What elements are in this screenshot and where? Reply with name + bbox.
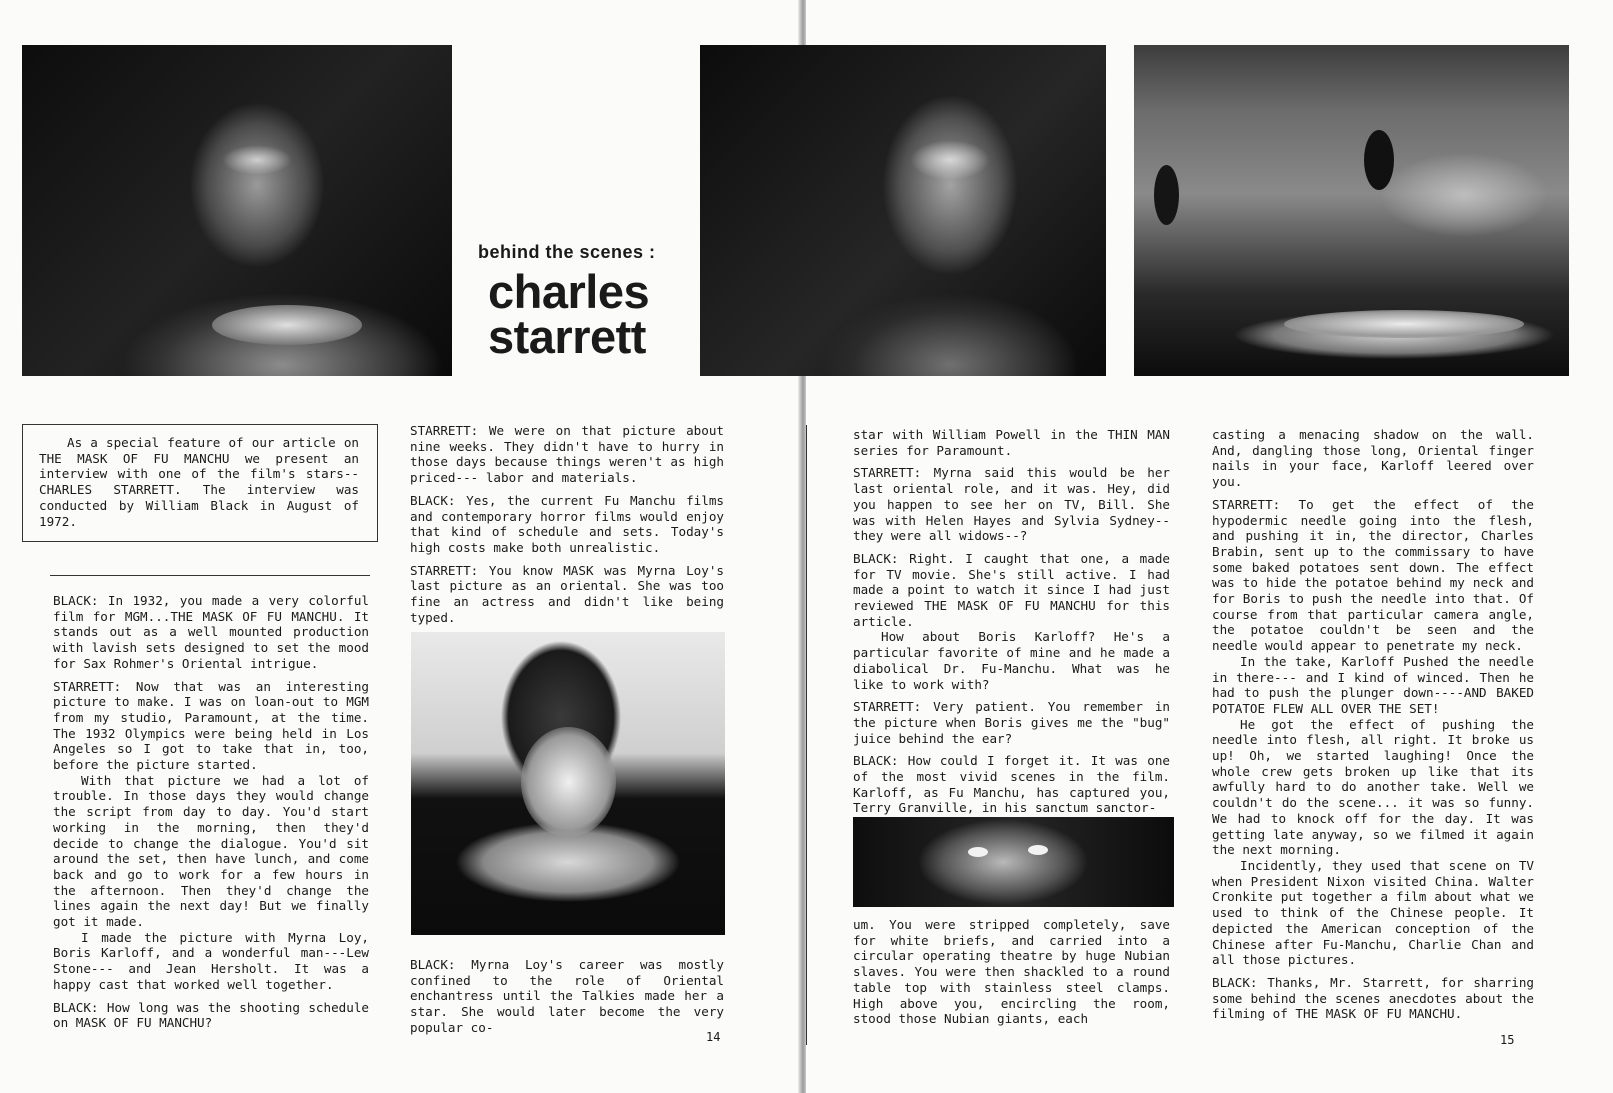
column-rule [50,575,370,576]
paragraph: Incidently, they used that scene on TV when President Nixon visited China. Walter Cronkite put together a film about what we used to think of the Chinese people. It depicted the American conception of the Chinese after Fu-Manchu, Charlie Chan and all those pictures. [1212,857,1534,968]
paragraph: With that picture we had a lot of trouble. In those days they would change the script from day to day. You'd start working in the morning, then they'd decide to change the dialogue. You'd sit around the set, then have lunch, and come back and go to work for a few hours in the afternoon. Then they'd change the lines again the next day! But we finally got it made. [53,772,369,930]
left-page [0,0,800,1093]
column-2-bottom [410,957,724,1043]
column-divider [806,425,807,1045]
paragraph: BLACK: Right. I caught that one, a made for TV movie. She's still active. I had made a point to watch it since I had just reviewed THE MASK OF FU MANCHU for this article. [853,550,1170,629]
paragraph: BLACK: Thanks, Mr. Starrett, for sharring some behind the scenes anecdotes about the filming of THE MASK OF FU MANCHU. [1212,974,1534,1022]
paragraph: He got the effect of pushing the needle into flesh, all right. It broke us up! Oh, we started laughing! Once the whole crew gets broken up like that its awfully hard to do another take. Well we couldn't do the scene... it was so funny. We had to knock off for the day. It was getting late anyway, so we filmed it again the next morning. [1212,716,1534,858]
paragraph: star with William Powell in the THIN MAN series for Paramount. [853,427,1170,458]
paragraph: STARRETT: Now that was an interesting picture to make. I was on loan-out to MGM from my studio, Paramount, at the time. The 1932 Olympics were being held in Los Angeles so I got to take that in, too, before the picture started. [53,678,369,773]
right-page [806,0,1613,1093]
paragraph: BLACK: Myrna Loy's career was mostly confined to the role of Oriental enchantress until the Talkies made her a star. She would later become the very popular co- [410,957,724,1035]
photo-starrett-left [22,45,452,376]
paragraph: STARRETT: You know MASK was Myrna Loy's last picture as an oriental. She was too fine an actress and didn't like being typed. [410,562,724,625]
paragraph: BLACK: How long was the shooting schedule on MASK OF FU MANCHU? [53,999,369,1031]
intro-box [22,424,378,542]
paragraph: STARRETT: Myrna said this would be her last oriental role, and it was. Hey, did you happen to see her on TV, Bill. She was with Helen Hayes and Sylvia Sydney--they were all widows--? [853,465,1170,544]
headline-title-line2: starrett [488,310,646,363]
paragraph: How about Boris Karloff? He's a particular favorite of mine and he made a diabolical Dr. Fu-Manchu. What was he like to work with? [853,629,1170,692]
page-number-right: 15 [1500,1033,1515,1047]
column-2-top [410,423,724,632]
paragraph: BLACK: Yes, the current Fu Manchu films and contemporary horror films would enjoy that kind of schedule and sets. Today's high costs make both unrealistic. [410,492,724,555]
photo-karloff-eyes [853,817,1174,907]
paragraph: I made the picture with Myrna Loy, Boris Karloff, and a wonderful man---Lew Stone--- and Jean Hersholt. It was a happy cast that worked well together. [53,929,369,992]
paragraph: um. You were stripped completely, save for white briefs, and carried into a circular operating theatre by huge Nubian slaves. You were then shackled to a round table top with stainless steel clamps. High above you, encircling the room, stood those Nubian giants, each [853,917,1170,1027]
paragraph: In the take, Karloff Pushed the needle in there--- and I kind of winced. Then he had to push the plunger down----AND BAKED POTATOE FLEW ALL OVER THE SET! [1212,653,1534,716]
paragraph: BLACK: In 1932, you made a very colorful film for MGM...THE MASK OF FU MANCHU. It stands out as a well mounted production with lavish sets designed to set the mood for Sax Rohmer's Oriental intrigue. [53,593,369,671]
photo-starrett-right [700,45,1106,376]
headline-title-line1: charles [488,265,650,318]
intro-text: As a special feature of our article on THE MASK OF FU MANCHU we present an interview with one of the film's stars--CHARLES STARRETT. The interview was conducted by William Black in August of 1972. [39,435,359,529]
page-number-left: 14 [706,1030,721,1044]
paragraph: STARRETT: We were on that picture about nine weeks. They didn't have to hurry in those days because things weren't as high priced--- labor and materials. [410,423,724,486]
paragraph: STARRETT: To get the effect of the hypodermic needle going into the flesh, and pushing it in, the director, Charles Brabin, sent up to the commissary to have some baked potatoes sent down. The effect was to hide the potatoe behind my neck and for Boris to push the needle into that. Of course from that particular camera angle, the potatoe couldn't be seen and the needle would appear to penetrate my neck. [1212,496,1534,654]
paragraph: BLACK: How could I forget it. It was one of the most vivid scenes in the film. Karloff, as Fu Manchu, has captured you, Terry Granville, in his sanctum sanctor- [853,753,1170,816]
headline-kicker: behind the scenes : [478,242,656,262]
column-3-bottom [853,917,1170,1034]
article-headline [478,242,703,363]
column-1 [53,593,369,1038]
photo-operating-theatre [1134,45,1569,376]
column-3-top [853,427,1170,823]
paragraph: casting a menacing shadow on the wall. And, dangling those long, Oriental finger nails in your face, Karloff leered over you. [1212,427,1534,490]
paragraph: STARRETT: Very patient. You remember in the picture when Boris gives me the "bug" juice behind the ear? [853,699,1170,746]
column-4 [1212,427,1534,1029]
photo-helmeted-figure [411,632,725,935]
